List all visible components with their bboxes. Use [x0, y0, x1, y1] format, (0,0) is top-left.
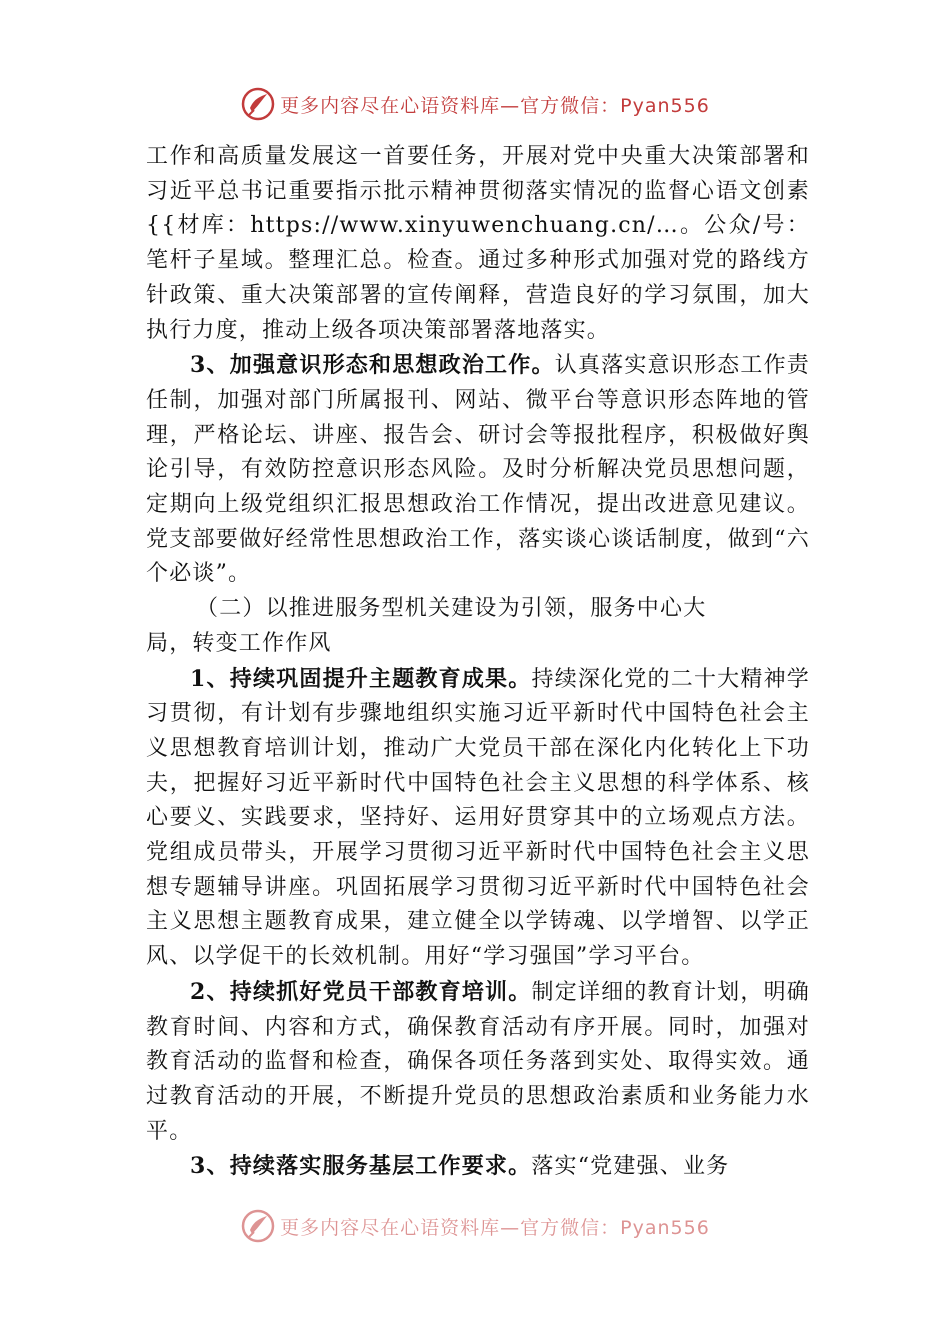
- paragraph: [146, 975, 810, 1150]
- paragraph: [146, 140, 810, 348]
- paragraph-text: 持续深化党的二十大精神学习贯彻，有计划有步骤地组织实施习近平新时代中国特色社会主义思想教育培训计划，推动广大党员干部在深化内化转化上下功夫，把握好习近平新时代中国特色社会主义思想的科学体系、核心要义、实践要求，坚持好、运用好贯穿其中的立场观点方法。党组成员带头，开展学习贯彻习近平新时代中国特色社会主义思想专题辅导讲座。巩固拓展学习贯彻习近平新时代中国特色社会主义思想主题教育成果，建立健全以学铸魂、以学增智、以学正风、以学促干的长效机制。用好“学习强国”学习平台。: [146, 666, 811, 970]
- pen-heart-logo-icon: [240, 86, 276, 122]
- document-body: [146, 140, 810, 1185]
- paragraph: [146, 1149, 810, 1185]
- paragraph-text: 制定详细的教育计划，明确教育时间、内容和方式，确保教育活动有序开展。同时，加强对教育活动的监督和检查，确保各项任务落到实处、取得实效。通过教育活动的开展，不断提升党员的思想政治素质和业务能力水平。: [146, 979, 811, 1144]
- paragraph-heading: 3、持续落实服务基层工作要求。: [190, 1153, 532, 1180]
- watermark-text: 更多内容尽在心语资料库—官方微信：Pyan556: [280, 1216, 710, 1239]
- section-heading: [146, 592, 810, 661]
- paragraph-text: 工作和高质量发展这一首要任务，开展对党中央重大决策部署和习近平总书记重要指示批示精神贯彻落实情况的监督心语文创素{{材库：https://www.xinyuwenchuang.cn/…。公众/号：笔杆子星域。整理汇总。检查。通过多种形式加强对党的路线方针政策、重大决策部署的宣传阐释，营造良好的学习氛围，加大执行力度，推动上级各项决策部署落地落实。: [146, 144, 810, 343]
- paragraph: [146, 348, 810, 592]
- watermark-footer: [0, 1206, 950, 1246]
- paragraph-heading: 2、持续抓好党员干部教育培训。: [190, 978, 532, 1005]
- pen-heart-logo-icon: [240, 1208, 276, 1244]
- watermark-header: [0, 84, 950, 124]
- paragraph-heading: 1、持续巩固提升主题教育成果。: [190, 665, 532, 692]
- watermark-text: 更多内容尽在心语资料库—官方微信：Pyan556: [280, 94, 710, 117]
- paragraph: [146, 662, 810, 975]
- paragraph-heading: 3、加强意识形态和思想政治工作。: [190, 352, 555, 379]
- paragraph-text: 落实“党建强、业务: [531, 1154, 730, 1180]
- section-heading-line1: （二）以推进服务型机关建设为引领，服务中心大: [196, 596, 707, 622]
- paragraph-text: 认真落实意识形态工作责任制，加强对部门所属报刊、网站、微平台等意识形态阵地的管理，严格论坛、讲座、报告会、研讨会等报批程序，积极做好舆论引导，有效防控意识形态风险。及时分析解决党员思想问题，定期向上级党组织汇报思想政治工作情况，提出改进意见建议。党支部要做好经常性思想政治工作，落实谈心谈话制度，做到“六个必谈”。: [146, 353, 810, 587]
- section-heading-line2: 局，转变工作作风: [146, 630, 332, 656]
